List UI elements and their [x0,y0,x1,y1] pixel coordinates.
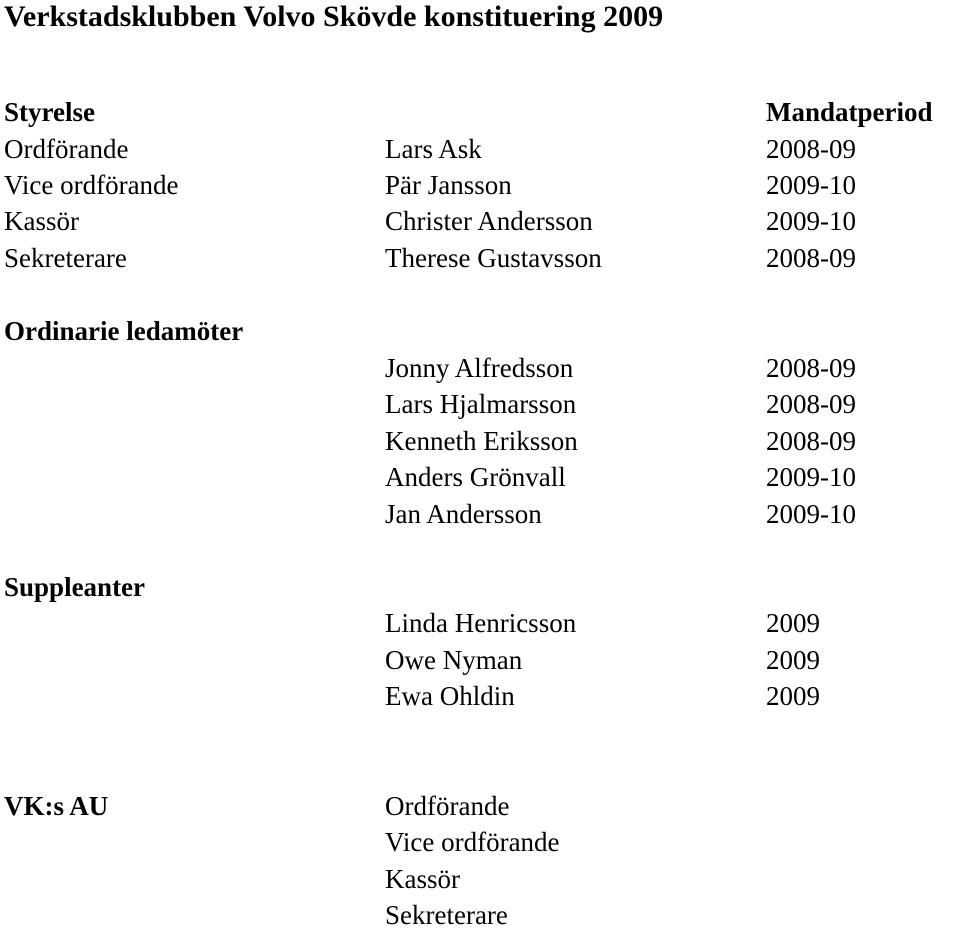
mandatperiod-heading: Mandatperiod [766,97,933,127]
list-item: Kassör [385,864,460,894]
page-title: Verkstadsklubben Volvo Skövde konstituering 2009 [4,0,664,33]
name-cell: Kenneth Eriksson [385,426,578,456]
name-cell: Linda Henricsson [385,608,577,638]
period-cell: 2009 [766,645,820,675]
name-cell: Lars Hjalmarsson [385,389,577,419]
list-item: Vice ordförande [385,827,560,857]
ordinarie-heading: Ordinarie ledamöter [4,316,244,346]
name-cell: Jan Andersson [385,499,542,529]
role-cell: Vice ordförande [4,170,179,200]
period-cell: 2008-09 [766,426,856,456]
list-item: Sekreterare [385,900,508,930]
role-cell: Sekreterare [4,243,127,273]
period-cell: 2009 [766,681,820,711]
styrelse-heading: Styrelse [4,97,95,127]
role-cell: Ordförande [4,134,129,164]
period-cell: 2008-09 [766,353,856,383]
suppleanter-heading: Suppleanter [4,572,146,602]
period-cell: 2009-10 [766,206,856,236]
name-cell: Owe Nyman [385,645,523,675]
period-cell: 2009-10 [766,499,856,529]
period-cell: 2008-09 [766,389,856,419]
period-cell: 2009-10 [766,462,856,492]
period-cell: 2008-09 [766,134,856,164]
name-cell: Ewa Ohldin [385,681,515,711]
name-cell: Christer Andersson [385,206,593,236]
name-cell: Anders Grönvall [385,462,566,492]
period-cell: 2008-09 [766,243,856,273]
name-cell: Therese Gustavsson [385,243,602,273]
name-cell: Jonny Alfredsson [385,353,574,383]
role-cell: Kassör [4,206,79,236]
period-cell: 2009-10 [766,170,856,200]
name-cell: Lars Ask [385,134,482,164]
period-cell: 2009 [766,608,820,638]
list-item: Ordförande [385,791,510,821]
name-cell: Pär Jansson [385,170,512,200]
vkau-heading: VK:s AU [4,791,109,821]
